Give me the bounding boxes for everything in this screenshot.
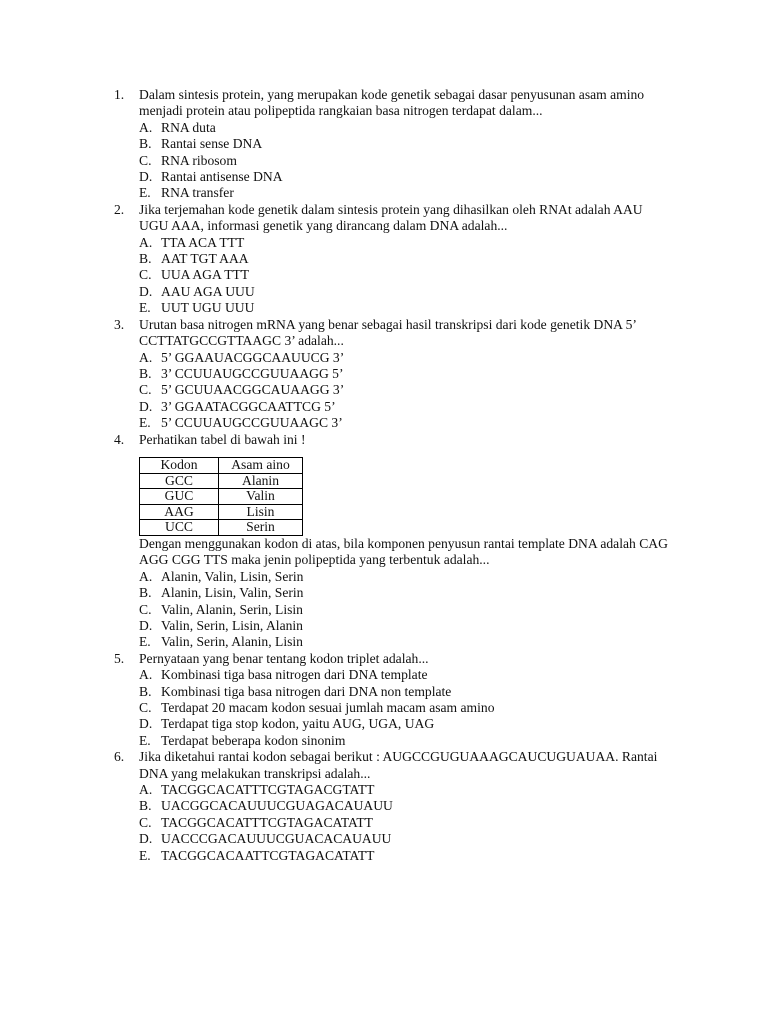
option-a xyxy=(139,350,674,366)
option-list xyxy=(139,569,674,651)
option-c xyxy=(139,382,674,398)
option-b xyxy=(139,798,674,814)
option-letter: E. xyxy=(139,185,151,201)
question-number: 5. xyxy=(114,650,125,666)
option-b xyxy=(139,251,674,267)
question-2 xyxy=(114,202,674,317)
question-number: 2. xyxy=(114,201,125,217)
option-list xyxy=(139,782,674,864)
option-letter: A. xyxy=(139,349,153,365)
option-list xyxy=(139,120,674,202)
table-cell: Lisin xyxy=(219,504,303,520)
table-row xyxy=(140,520,303,536)
option-text: RNA ribosom xyxy=(161,152,237,168)
option-list xyxy=(139,235,674,317)
option-letter: D. xyxy=(139,831,153,847)
option-text: Valin, Serin, Alanin, Lisin xyxy=(161,634,303,650)
option-letter: D. xyxy=(139,169,153,185)
table-cell: GCC xyxy=(140,473,219,489)
option-text: AAT TGT AAA xyxy=(161,251,249,267)
option-text: 3’ CCUUAUGCCGUUAAGG 5’ xyxy=(161,365,344,381)
question-number: 6. xyxy=(114,749,125,765)
table-cell: GUC xyxy=(140,489,219,505)
table-cell: UCC xyxy=(140,520,219,536)
option-a xyxy=(139,120,674,136)
option-text: AAU AGA UUU xyxy=(161,283,255,299)
option-a xyxy=(139,235,674,251)
question-number: 3. xyxy=(114,316,125,332)
option-letter: C. xyxy=(139,814,152,830)
question-1 xyxy=(114,87,674,202)
option-text: UUT UGU UUU xyxy=(161,300,255,316)
option-text: RNA transfer xyxy=(161,185,234,201)
codon-table xyxy=(139,457,303,536)
option-e xyxy=(139,185,674,201)
option-letter: A. xyxy=(139,119,153,135)
table-row xyxy=(140,489,303,505)
option-d xyxy=(139,284,674,300)
option-letter: E. xyxy=(139,847,151,863)
option-letter: D. xyxy=(139,283,153,299)
option-text: Terdapat 20 macam kodon sesuai jumlah macam asam amino xyxy=(161,699,495,715)
table-header-cell: Asam aino xyxy=(219,457,303,473)
option-a xyxy=(139,667,674,683)
option-letter: D. xyxy=(139,617,153,633)
option-text: Kombinasi tiga basa nitrogen dari DNA template xyxy=(161,667,428,683)
question-text-continued: Dengan menggunakan kodon di atas, bila komponen penyusun rantai template DNA adalah CAG AGG CGG TTS maka jenin polipeptida yang terbentuk adalah... xyxy=(139,535,668,568)
question-6 xyxy=(114,749,674,864)
option-text: Valin, Alanin, Serin, Lisin xyxy=(161,601,303,617)
option-text: 5’ CCUUAUGCCGUUAAGC 3’ xyxy=(161,415,343,431)
table-cell: Alanin xyxy=(219,473,303,489)
option-letter: C. xyxy=(139,699,152,715)
option-text: 5’ GCUUAACGGCAUAAGG 3’ xyxy=(161,382,345,398)
option-d xyxy=(139,618,674,634)
option-letter: A. xyxy=(139,568,153,584)
option-text: TACGGCACAATTCGTAGACATATT xyxy=(161,847,375,863)
question-number: 4. xyxy=(114,431,125,447)
option-list xyxy=(139,350,674,432)
option-letter: A. xyxy=(139,667,153,683)
option-b xyxy=(139,136,674,152)
option-letter: A. xyxy=(139,234,153,250)
question-text: Jika diketahui rantai kodon sebagai berikut : AUGCCGUGUAAAGCAUCUGUAUAA. Rantai DNA yang melakukan transkripsi adalah... xyxy=(139,749,658,781)
option-letter: B. xyxy=(139,683,152,699)
option-letter: C. xyxy=(139,382,152,398)
table-row xyxy=(140,473,303,489)
option-c xyxy=(139,267,674,283)
question-text: Pernyataan yang benar tentang kodon triplet adalah... xyxy=(139,650,429,666)
option-letter: E. xyxy=(139,634,151,650)
option-text: TACGGCACATTTCGTAGACGTATT xyxy=(161,782,375,797)
option-text: TTA ACA TTT xyxy=(161,234,245,250)
option-text: Terdapat beberapa kodon sinonim xyxy=(161,732,346,748)
option-list xyxy=(139,667,674,749)
question-list xyxy=(114,87,674,864)
option-text: Rantai antisense DNA xyxy=(161,169,283,185)
option-d xyxy=(139,716,674,732)
question-4 xyxy=(114,432,674,651)
option-letter: B. xyxy=(139,251,152,267)
option-b xyxy=(139,585,674,601)
option-letter: B. xyxy=(139,585,152,601)
option-b xyxy=(139,684,674,700)
option-d xyxy=(139,831,674,847)
option-a xyxy=(139,782,674,798)
question-text: Perhatikan tabel di bawah ini ! xyxy=(139,431,306,447)
question-3 xyxy=(114,317,674,432)
option-c xyxy=(139,602,674,618)
option-text: TACGGCACATTTCGTAGACATATT xyxy=(161,814,373,830)
option-letter: C. xyxy=(139,601,152,617)
table-row xyxy=(140,504,303,520)
option-e xyxy=(139,415,674,431)
table-header-row xyxy=(140,457,303,473)
option-text: UACCCGACAUUUCGUACACAUAUU xyxy=(161,831,392,847)
option-text: Alanin, Valin, Lisin, Serin xyxy=(161,568,304,584)
option-c xyxy=(139,815,674,831)
option-e xyxy=(139,634,674,650)
table-cell: AAG xyxy=(140,504,219,520)
question-5 xyxy=(114,651,674,749)
option-e xyxy=(139,848,674,864)
question-text: Urutan basa nitrogen mRNA yang benar sebagai hasil transkripsi dari kode genetik DNA 5’ CCTTATGCCGTTAAGC 3’ adalah... xyxy=(139,316,636,349)
option-text: Valin, Serin, Lisin, Alanin xyxy=(161,617,303,633)
option-d xyxy=(139,399,674,415)
option-letter: D. xyxy=(139,398,153,414)
question-text: Dalam sintesis protein, yang merupakan kode genetik sebagai dasar penyusunan asam amino menjadi protein atau polipeptida rangkaian basa nitrogen terdapat dalam... xyxy=(139,87,645,119)
option-letter: B. xyxy=(139,136,152,152)
option-b xyxy=(139,366,674,382)
table-cell: Serin xyxy=(219,520,303,536)
option-letter: E. xyxy=(139,300,151,316)
option-letter: B. xyxy=(139,365,152,381)
option-letter: E. xyxy=(139,732,151,748)
option-e xyxy=(139,733,674,749)
table-header-cell: Kodon xyxy=(140,457,219,473)
option-text: Terdapat tiga stop kodon, yaitu AUG, UGA, UAG xyxy=(161,716,435,732)
option-letter: C. xyxy=(139,152,152,168)
option-text: UUA AGA TTT xyxy=(161,267,250,283)
option-text: 5’ GGAAUACGGCAAUUCG 3’ xyxy=(161,349,345,365)
option-letter: D. xyxy=(139,716,153,732)
option-text: 3’ GGAATACGGCAATTCG 5’ xyxy=(161,398,336,414)
option-text: Kombinasi tiga basa nitrogen dari DNA non template xyxy=(161,683,452,699)
option-e xyxy=(139,300,674,316)
option-a xyxy=(139,569,674,585)
option-letter: C. xyxy=(139,267,152,283)
option-text: Alanin, Lisin, Valin, Serin xyxy=(161,585,304,601)
question-number: 1. xyxy=(114,87,125,102)
option-text: Rantai sense DNA xyxy=(161,136,263,152)
option-letter: B. xyxy=(139,798,152,814)
option-letter: E. xyxy=(139,415,151,431)
option-text: UACGGCACAUUUCGUAGACAUAUU xyxy=(161,798,393,814)
question-text: Jika terjemahan kode genetik dalam sintesis protein yang dihasilkan oleh RNAt adalah AAU UGU AAA, informasi genetik yang dirancang dalam DNA adalah... xyxy=(139,201,643,234)
option-letter: A. xyxy=(139,782,153,797)
table-cell: Valin xyxy=(219,489,303,505)
option-d xyxy=(139,169,674,185)
option-c xyxy=(139,700,674,716)
option-c xyxy=(139,153,674,169)
option-text: RNA duta xyxy=(161,119,216,135)
